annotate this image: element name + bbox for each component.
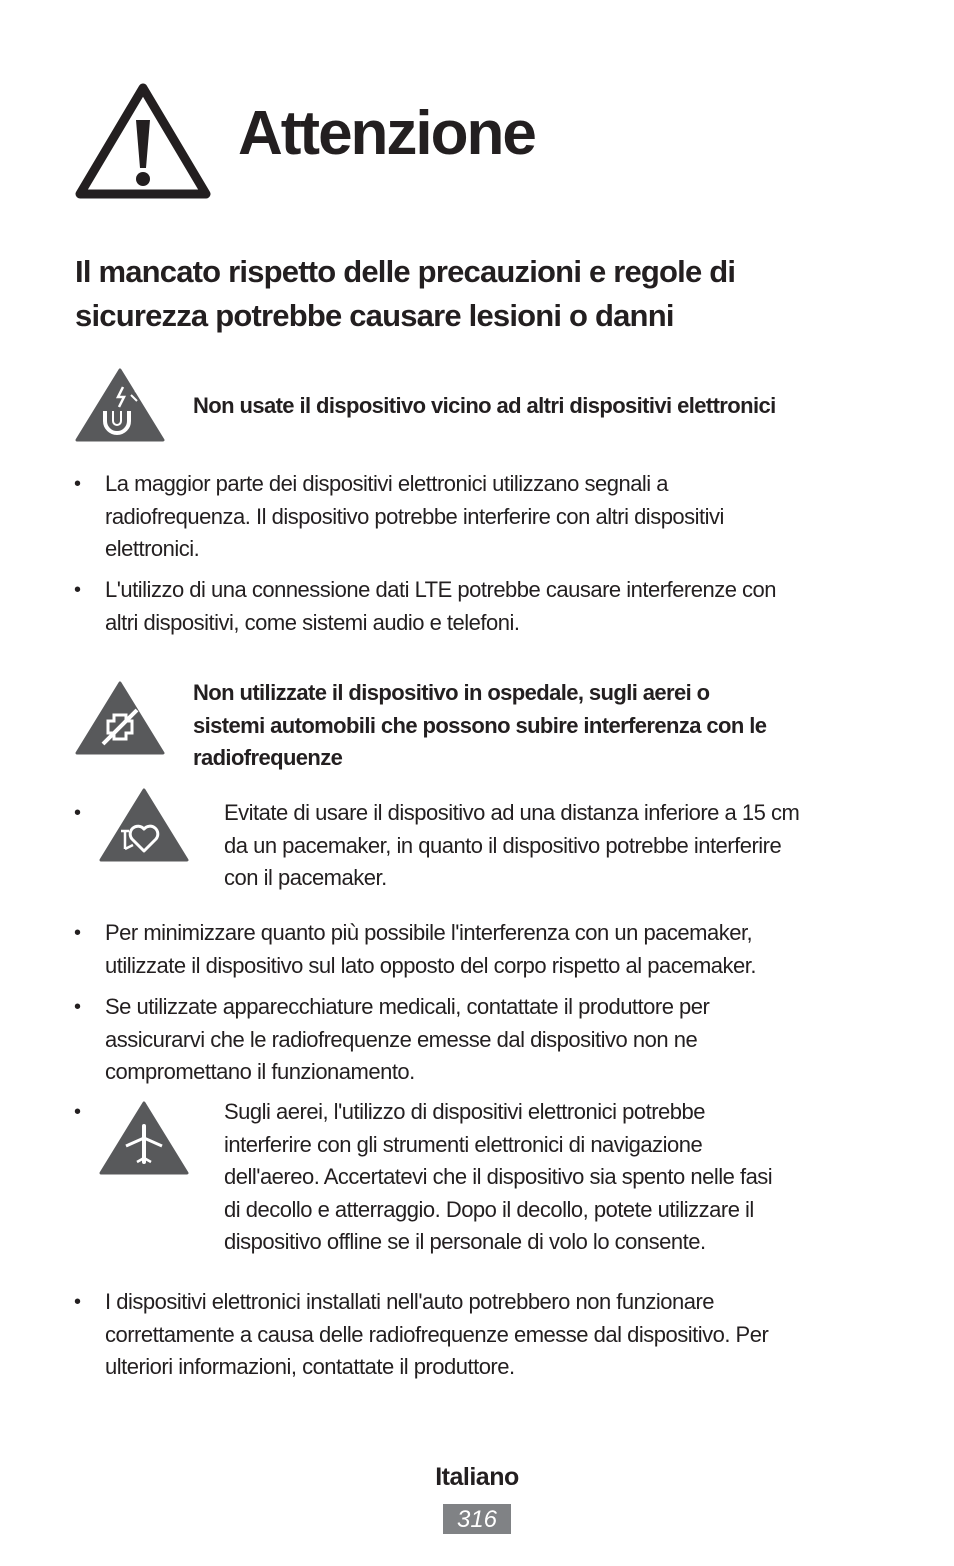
text-line: ulteriori informazioni, contattate il produttore.: [105, 1354, 515, 1379]
text-line: altri dispositivi, come sistemi audio e telefoni.: [105, 609, 520, 635]
airplane-icon: [99, 1100, 189, 1176]
text-line: I dispositivi elettronici installati nell'auto potrebbero non funzionare: [105, 1289, 715, 1314]
bullet: •: [74, 579, 82, 601]
section-heading: Non usate il dispositivo vicino ad altri dispositivi elettronici: [193, 393, 776, 418]
text-line: Per minimizzare quanto più possibile l'interferenza con un pacemaker,: [105, 920, 753, 945]
warning-triangle-icon: [74, 80, 212, 202]
section-heading: [193, 677, 873, 775]
text-line: Sugli aerei, l'utilizzo di dispositivi elettronici potrebbe: [224, 1099, 705, 1124]
text-line: Evitate di usare il dispositivo ad una distanza inferiore a 15 cm: [224, 800, 800, 825]
subtitle-line: sicurezza potrebbe causare lesioni o danni: [75, 298, 674, 333]
bullet: •: [74, 1291, 82, 1313]
text-line: dispositivo offline se il personale di volo lo consente.: [224, 1229, 706, 1254]
subtitle-line: Il mancato rispetto delle precauzioni e regole di: [75, 254, 736, 289]
heading-line: radiofrequenze: [193, 745, 343, 770]
page-number: 316: [443, 1504, 511, 1534]
text-line: elettronici.: [105, 536, 200, 561]
bullet: •: [74, 996, 82, 1018]
text-line: dell'aereo. Accertatevi che il dispositivo sia spento nelle fasi: [224, 1164, 773, 1189]
footer-language: Italiano: [435, 1463, 519, 1491]
page-title: Attenzione: [238, 99, 535, 168]
page-subtitle: [75, 250, 875, 338]
text-line: utilizzate il dispositivo sul lato opposto del corpo rispetto al pacemaker.: [105, 952, 756, 978]
text-line: con il pacemaker.: [224, 865, 387, 890]
text-line: da un pacemaker, in quanto il dispositivo potrebbe interferire: [224, 832, 782, 858]
bullet: •: [74, 922, 82, 944]
text-line: assicurarvi che le radiofrequenze emesse dal dispositivo non ne: [105, 1026, 698, 1052]
bullet: •: [74, 1101, 82, 1123]
text-line: radiofrequenza. Il dispositivo potrebbe interferire con altri dispositivi: [105, 503, 724, 529]
text-line: interferire con gli strumenti elettronici di navigazione: [224, 1131, 703, 1157]
text-line: L'utilizzo di una connessione dati LTE potrebbe causare interferenze con: [105, 577, 777, 602]
heading-line: sistemi automobili che possono subire interferenza con le: [193, 712, 767, 738]
text-line: compromettano il funzionamento.: [105, 1059, 415, 1084]
bullet: •: [74, 473, 82, 495]
text-line: correttamente a causa delle radiofrequenze emesse dal dispositivo. Per: [105, 1321, 769, 1347]
no-hospital-cross-icon: [75, 680, 165, 756]
pacemaker-heart-icon: [99, 787, 189, 863]
heading-line: Non utilizzate il dispositivo in ospedale, sugli aerei o: [193, 680, 710, 705]
text-line: Se utilizzate apparecchiature medicali, contattate il produttore per: [105, 994, 710, 1019]
magnet-electronics-warning-icon: [75, 367, 165, 443]
bullet: •: [74, 802, 82, 824]
text-line: di decollo e atterraggio. Dopo il decollo, potete utilizzare il: [224, 1196, 754, 1222]
text-line: La maggior parte dei dispositivi elettronici utilizzano segnali a: [105, 471, 669, 496]
